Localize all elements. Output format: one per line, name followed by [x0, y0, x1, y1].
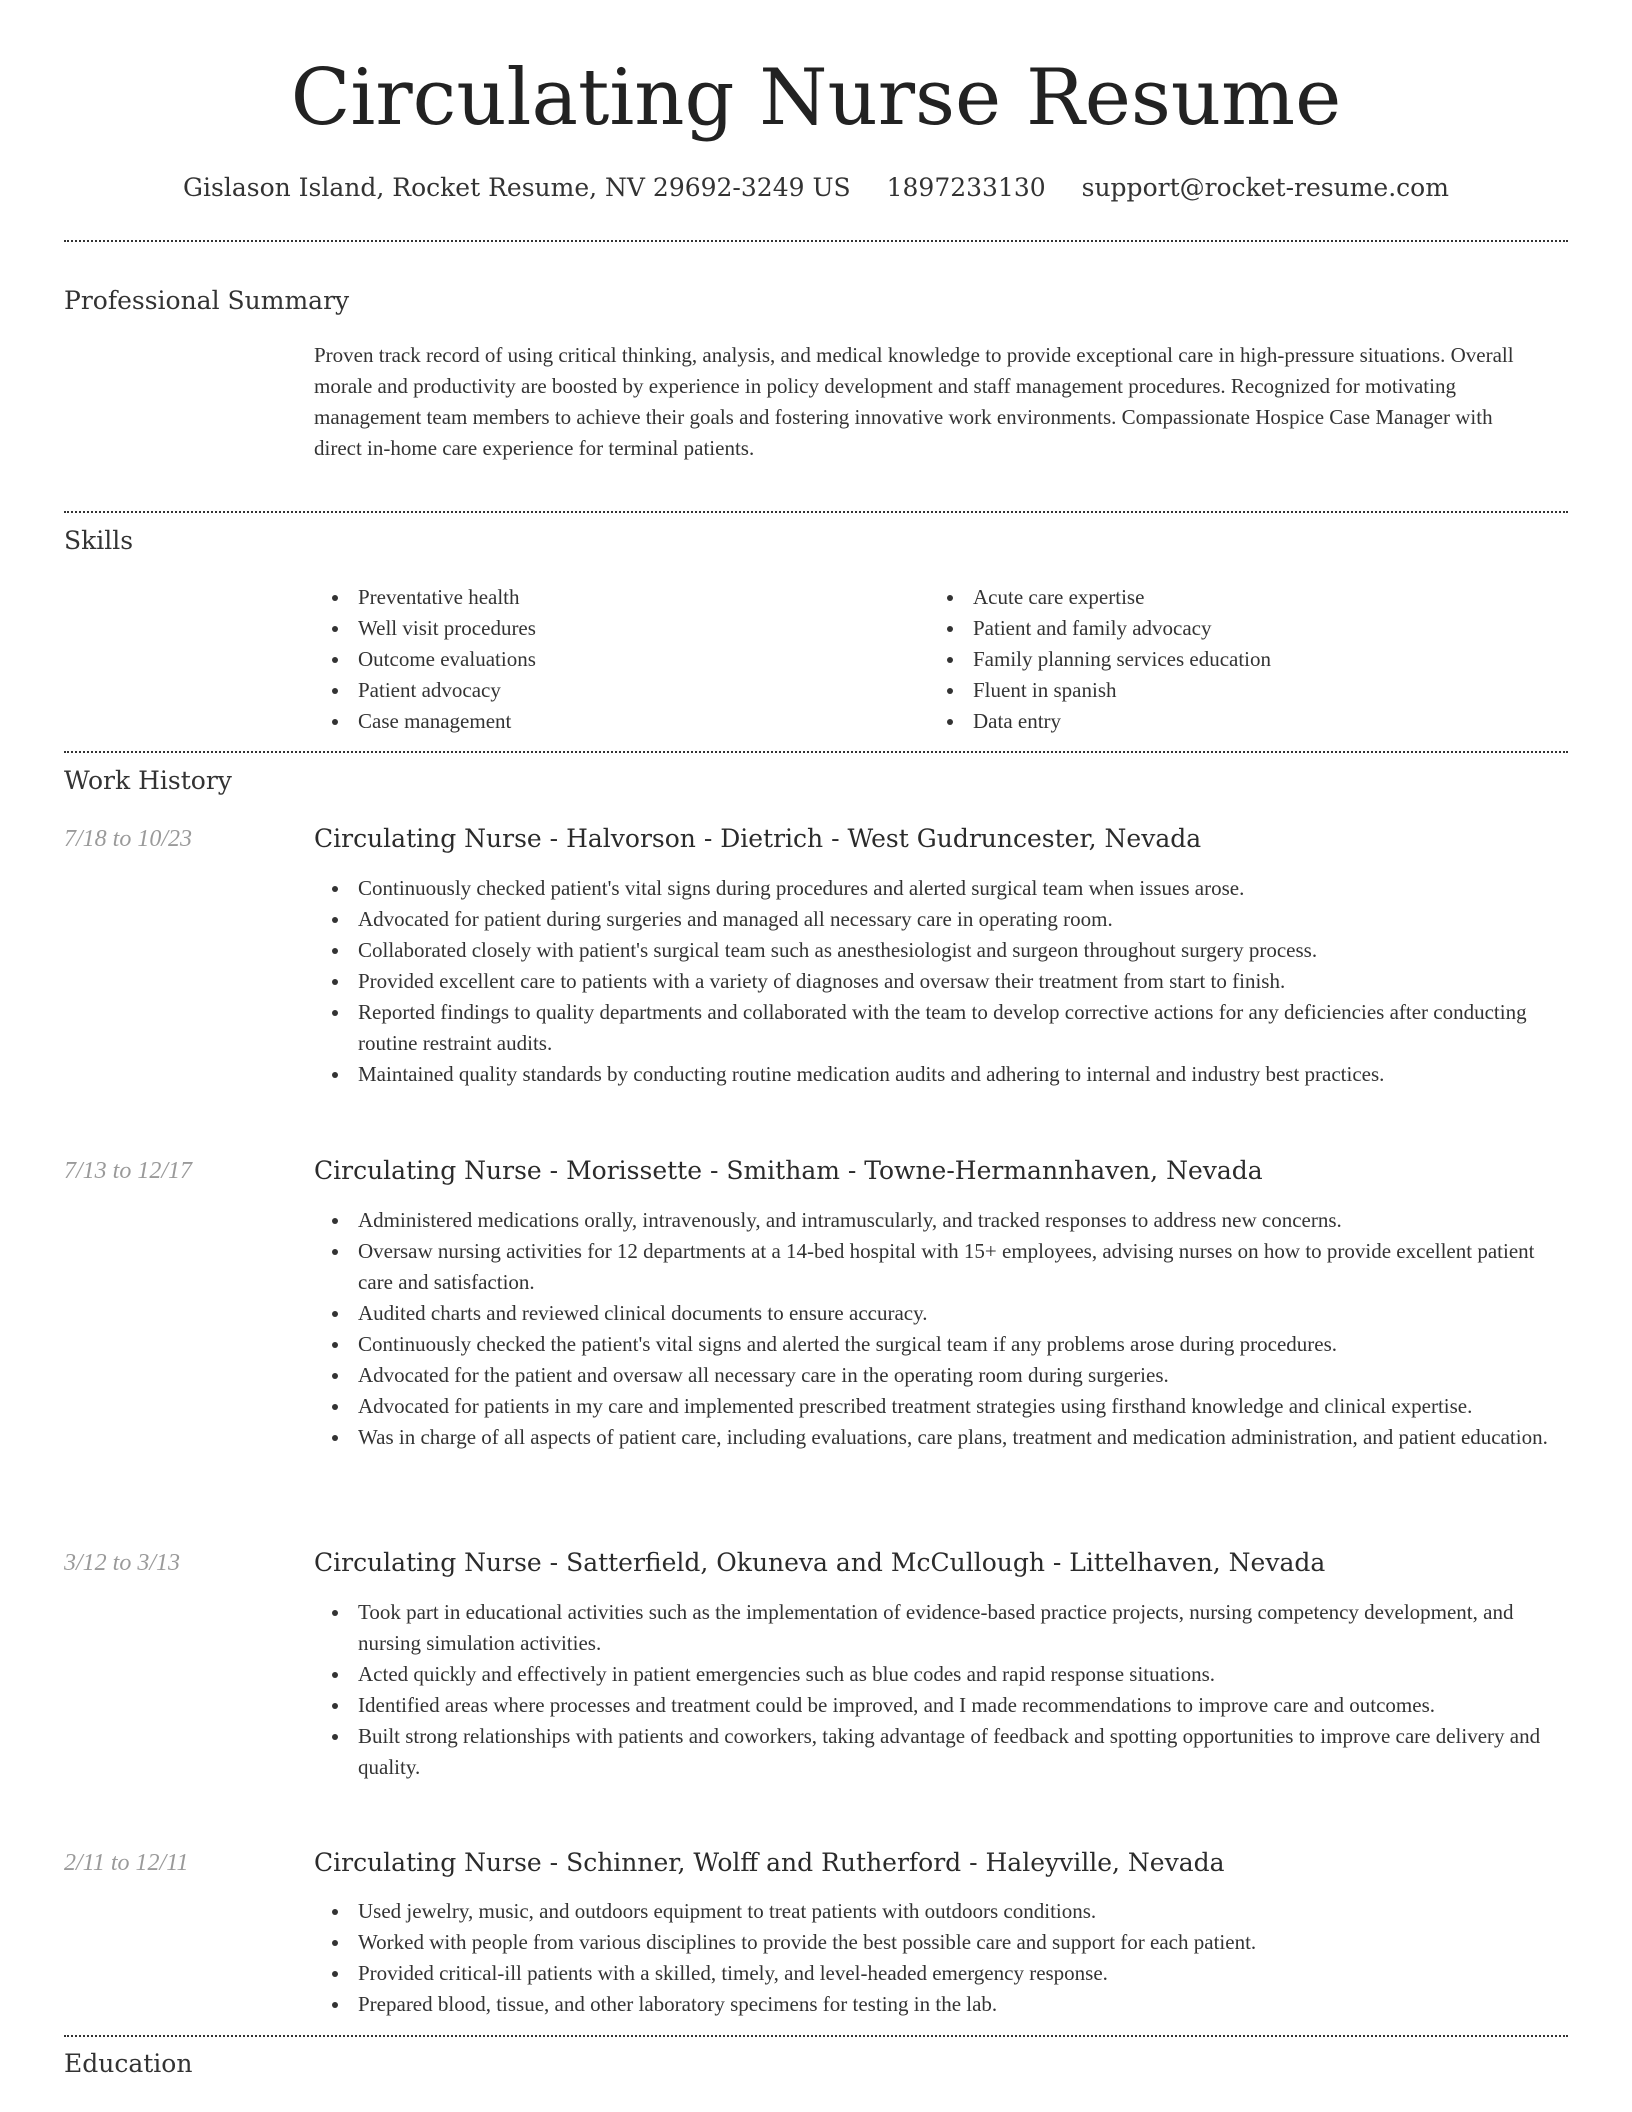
- list-item: Worked with people from various disciplines to provide the best possible care and support for each patient.: [314, 1927, 1574, 1958]
- section-title-education: Education: [64, 2049, 193, 2078]
- job-bullets: [314, 1205, 1574, 1453]
- list-item: Built strong relationships with patients and coworkers, taking advantage of feedback and spotting opportunities to improve care delivery and quality.: [314, 1721, 1574, 1783]
- skill-item: Outcome evaluations: [314, 644, 914, 675]
- job-bullets: [314, 1896, 1574, 2020]
- contact-email[interactable]: support@rocket-resume.com: [1081, 173, 1449, 202]
- list-item: Was in charge of all aspects of patient care, including evaluations, care plans, treatment and medication administration, and patient education.: [314, 1422, 1574, 1453]
- job-title: Circulating Nurse - Satterfield, Okuneva and McCullough - Littelhaven, Nevada: [314, 1548, 1326, 1577]
- divider: [64, 2035, 1568, 2037]
- divider: [64, 511, 1568, 513]
- list-item: Reported findings to quality departments and collaborated with the team to develop corrective actions for any deficiencies after conducting routine restraint audits.: [314, 997, 1574, 1059]
- contact-line: [0, 170, 1632, 206]
- list-item: Collaborated closely with patient's surgical team such as anesthesiologist and surgeon throughout surgery process.: [314, 935, 1574, 966]
- skill-item: Patient and family advocacy: [929, 613, 1549, 644]
- section-title-work-history: Work History: [64, 766, 232, 795]
- list-item: Prepared blood, tissue, and other laboratory specimens for testing in the lab.: [314, 1989, 1574, 2020]
- skill-item: Patient advocacy: [314, 675, 914, 706]
- divider: [64, 751, 1568, 753]
- section-title-skills: Skills: [64, 526, 134, 555]
- skill-item: Family planning services education: [929, 644, 1549, 675]
- skill-item: Fluent in spanish: [929, 675, 1549, 706]
- summary-text: Proven track record of using critical thinking, analysis, and medical knowledge to provide exceptional care in high-pressure situations. Overall morale and productivity are boosted by experience in policy development and staff management procedures. Recognized for motivating management team members to achieve their goals and fostering innovative work environments. Compassionate Hospice Case Manager with direct in-home care experience for terminal patients.: [314, 343, 1514, 460]
- job-dates: 3/12 to 3/13: [64, 1550, 181, 1576]
- skill-item: Preventative health: [314, 582, 914, 613]
- job-dates: 7/18 to 10/23: [64, 826, 193, 852]
- list-item: Advocated for the patient and oversaw all necessary care in the operating room during surgeries.: [314, 1360, 1574, 1391]
- list-item: Identified areas where processes and treatment could be improved, and I made recommendations to improve care and outcomes.: [314, 1690, 1574, 1721]
- job-title: Circulating Nurse - Halvorson - Dietrich - West Gudruncester, Nevada: [314, 824, 1202, 853]
- job-bullets: [314, 873, 1574, 1090]
- list-item: Continuously checked the patient's vital signs and alerted the surgical team if any problems arose during procedures.: [314, 1329, 1574, 1360]
- job-bullets: [314, 1597, 1574, 1783]
- job-dates: 2/11 to 12/11: [64, 1850, 189, 1876]
- job-title: Circulating Nurse - Schinner, Wolff and Rutherford - Haleyville, Nevada: [314, 1848, 1225, 1877]
- skill-item: Well visit procedures: [314, 613, 914, 644]
- list-item: Maintained quality standards by conducting routine medication audits and adhering to internal and industry best practices.: [314, 1059, 1574, 1090]
- list-item: Audited charts and reviewed clinical documents to ensure accuracy.: [314, 1298, 1574, 1329]
- list-item: Oversaw nursing activities for 12 departments at a 14-bed hospital with 15+ employees, advising nurses on how to provide excellent patient care and satisfaction.: [314, 1236, 1574, 1298]
- job-dates: 7/13 to 12/17: [64, 1158, 193, 1184]
- contact-phone: 1897233130: [886, 173, 1046, 202]
- list-item: Provided excellent care to patients with a variety of diagnoses and oversaw their treatment from start to finish.: [314, 966, 1574, 997]
- list-item: Took part in educational activities such as the implementation of evidence-based practice projects, nursing competency development, and nursing simulation activities.: [314, 1597, 1574, 1659]
- section-title-summary: Professional Summary: [64, 286, 350, 315]
- skills-list-left: [314, 582, 914, 737]
- list-item: Continuously checked patient's vital signs during procedures and alerted surgical team when issues arose.: [314, 873, 1574, 904]
- divider: [64, 240, 1568, 242]
- list-item: Administered medications orally, intravenously, and intramuscularly, and tracked responses to address new concerns.: [314, 1205, 1574, 1236]
- contact-address: Gislason Island, Rocket Resume, NV 29692-3249 US: [183, 173, 851, 202]
- list-item: Advocated for patient during surgeries and managed all necessary care in operating room.: [314, 904, 1574, 935]
- list-item: Acted quickly and effectively in patient emergencies such as blue codes and rapid response situations.: [314, 1659, 1574, 1690]
- list-item: Advocated for patients in my care and implemented prescribed treatment strategies using firsthand knowledge and clinical expertise.: [314, 1391, 1574, 1422]
- list-item: Used jewelry, music, and outdoors equipment to treat patients with outdoors conditions.: [314, 1896, 1574, 1927]
- list-item: Provided critical-ill patients with a skilled, timely, and level-headed emergency response.: [314, 1958, 1574, 1989]
- skill-item: Acute care expertise: [929, 582, 1549, 613]
- skill-item: Data entry: [929, 706, 1549, 737]
- job-title: Circulating Nurse - Morissette - Smitham - Towne-Hermannhaven, Nevada: [314, 1156, 1263, 1185]
- skills-list-right: [929, 582, 1549, 737]
- skill-item: Case management: [314, 706, 914, 737]
- resume-title: Circulating Nurse Resume: [290, 53, 1342, 143]
